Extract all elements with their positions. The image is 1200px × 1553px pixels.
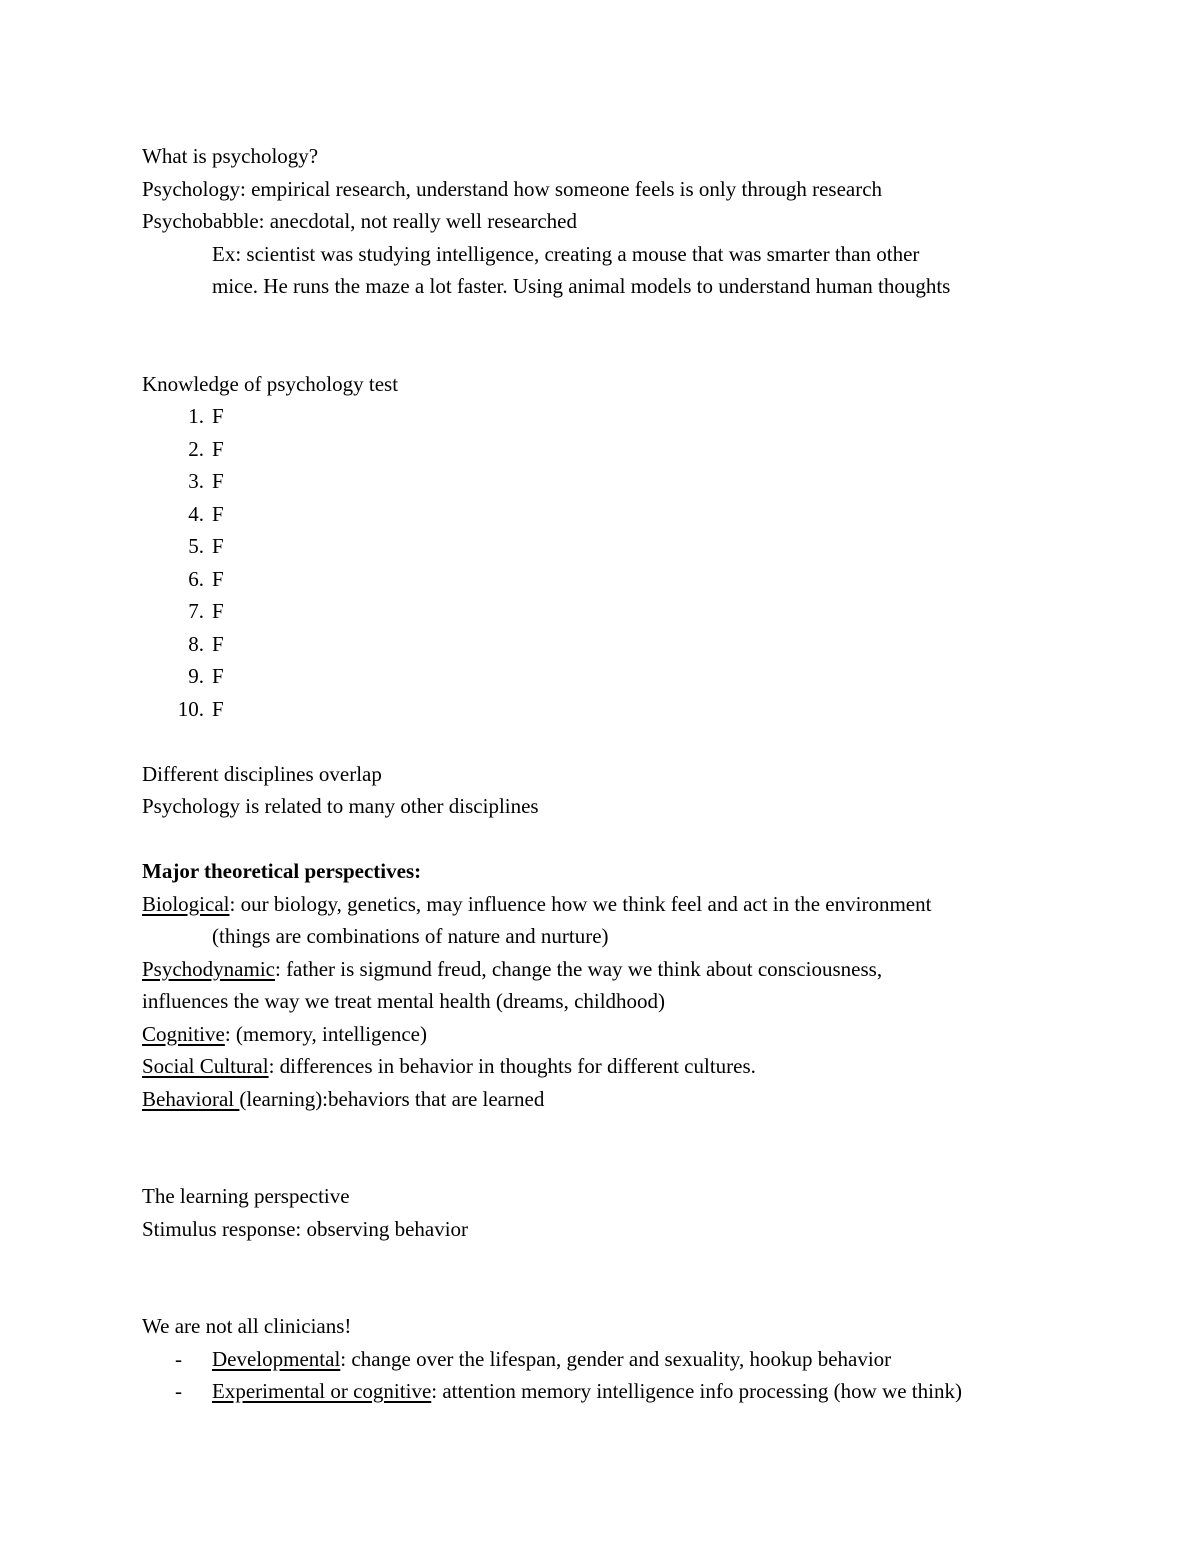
- experimental-text: : attention memory intelligence info processing (how we think): [431, 1379, 962, 1403]
- list-number: 2.: [188, 436, 204, 461]
- list-answer: F: [212, 566, 224, 591]
- list-number: 5.: [188, 534, 204, 558]
- spacer: [142, 823, 1102, 856]
- list-item: [142, 563, 1102, 596]
- disciplines-overlap: Different disciplines overlap: [142, 761, 382, 786]
- section-title-not-all-clinicians: We are not all clinicians!: [142, 1314, 352, 1338]
- disciplines-related: Psychology is related to many other disciplines: [142, 794, 539, 818]
- experimental-term: Experimental or cognitive: [212, 1379, 432, 1403]
- social-cultural-perspective: [142, 1050, 1102, 1083]
- stimulus-response: Stimulus response: observing behavior: [142, 1216, 469, 1241]
- list-answer: F: [212, 696, 224, 721]
- psychology-definition: Psychology: empirical research, understand how someone feels is only through research: [142, 176, 883, 201]
- list-number: 1.: [188, 404, 204, 428]
- list-number: 3.: [188, 469, 204, 493]
- psychodynamic-continuation: influences the way we treat mental health (dreams, childhood): [142, 989, 666, 1013]
- list-answer: F: [212, 404, 224, 428]
- example-line-1: Ex: scientist was studying intelligence, creating a mouse that was smarter than other: [212, 241, 920, 266]
- behavioral-text: (learning):behaviors that are learned: [239, 1086, 545, 1111]
- developmental-text: : change over the lifespan, gender and sexuality, hookup behavior: [340, 1346, 892, 1371]
- biological-perspective: [142, 888, 1102, 921]
- list-number: 7.: [188, 599, 204, 623]
- list-item: [142, 660, 1102, 693]
- biological-term: Biological: [142, 891, 230, 916]
- list-answer: F: [212, 469, 224, 493]
- section-title-major-perspectives: Major theoretical perspectives:: [142, 859, 422, 883]
- spacer: [142, 725, 1102, 758]
- psychobabble-definition: Psychobabble: anecdotal, not really well researched: [142, 209, 577, 233]
- spacer: [142, 303, 1102, 368]
- social-cultural-text: : differences in behavior in thoughts for different cultures.: [268, 1054, 756, 1078]
- list-item: [142, 1343, 1102, 1376]
- behavioral-term: Behavioral: [142, 1086, 240, 1111]
- cognitive-perspective: [142, 1018, 1102, 1051]
- social-cultural-term: Social Cultural: [142, 1054, 269, 1078]
- cognitive-text: : (memory, intelligence): [224, 1021, 427, 1046]
- section-title-knowledge-test: Knowledge of psychology test: [142, 371, 399, 396]
- section-title-what-is-psychology: What is psychology?: [142, 144, 319, 168]
- clinician-fields-list: [142, 1343, 1102, 1408]
- list-item: [142, 693, 1102, 726]
- biological-text: : our biology, genetics, may influence how we think feel and act in the environment: [229, 891, 932, 916]
- psychodynamic-text: : father is sigmund freud, change the way we think about consciousness,: [274, 956, 883, 981]
- list-item: [142, 433, 1102, 466]
- list-item: [142, 530, 1102, 563]
- list-answer: F: [212, 631, 224, 656]
- psychodynamic-term: Psychodynamic: [142, 956, 275, 981]
- psychodynamic-perspective: [142, 953, 1102, 986]
- list-number: 6.: [188, 566, 204, 591]
- biological-note: (things are combinations of nature and nurture): [212, 924, 609, 948]
- cognitive-term: Cognitive: [142, 1021, 225, 1046]
- list-answer: F: [212, 534, 224, 558]
- list-number: 8.: [188, 631, 204, 656]
- list-item: [142, 1375, 1102, 1408]
- developmental-term: Developmental: [212, 1346, 341, 1371]
- list-item: [142, 595, 1102, 628]
- section-title-learning-perspective: The learning perspective: [142, 1184, 350, 1208]
- list-number: 4.: [188, 501, 204, 526]
- list-item: [142, 400, 1102, 433]
- behavioral-perspective: [142, 1083, 1102, 1116]
- dash-bullet: -: [175, 1346, 182, 1371]
- document-body: [142, 140, 1102, 1408]
- list-answer: F: [212, 501, 224, 526]
- spacer: [142, 1245, 1102, 1310]
- list-item: [142, 628, 1102, 661]
- list-item: [142, 465, 1102, 498]
- test-answer-list: [142, 400, 1102, 725]
- list-item: [142, 498, 1102, 531]
- list-answer: F: [212, 599, 224, 623]
- dash-bullet: -: [175, 1379, 182, 1403]
- list-answer: F: [212, 664, 224, 688]
- list-number: 9.: [188, 664, 204, 688]
- list-answer: F: [212, 436, 224, 461]
- spacer: [142, 1115, 1102, 1180]
- list-number: 10.: [177, 696, 204, 721]
- example-line-2: mice. He runs the maze a lot faster. Using animal models to understand human thoughts: [212, 274, 951, 298]
